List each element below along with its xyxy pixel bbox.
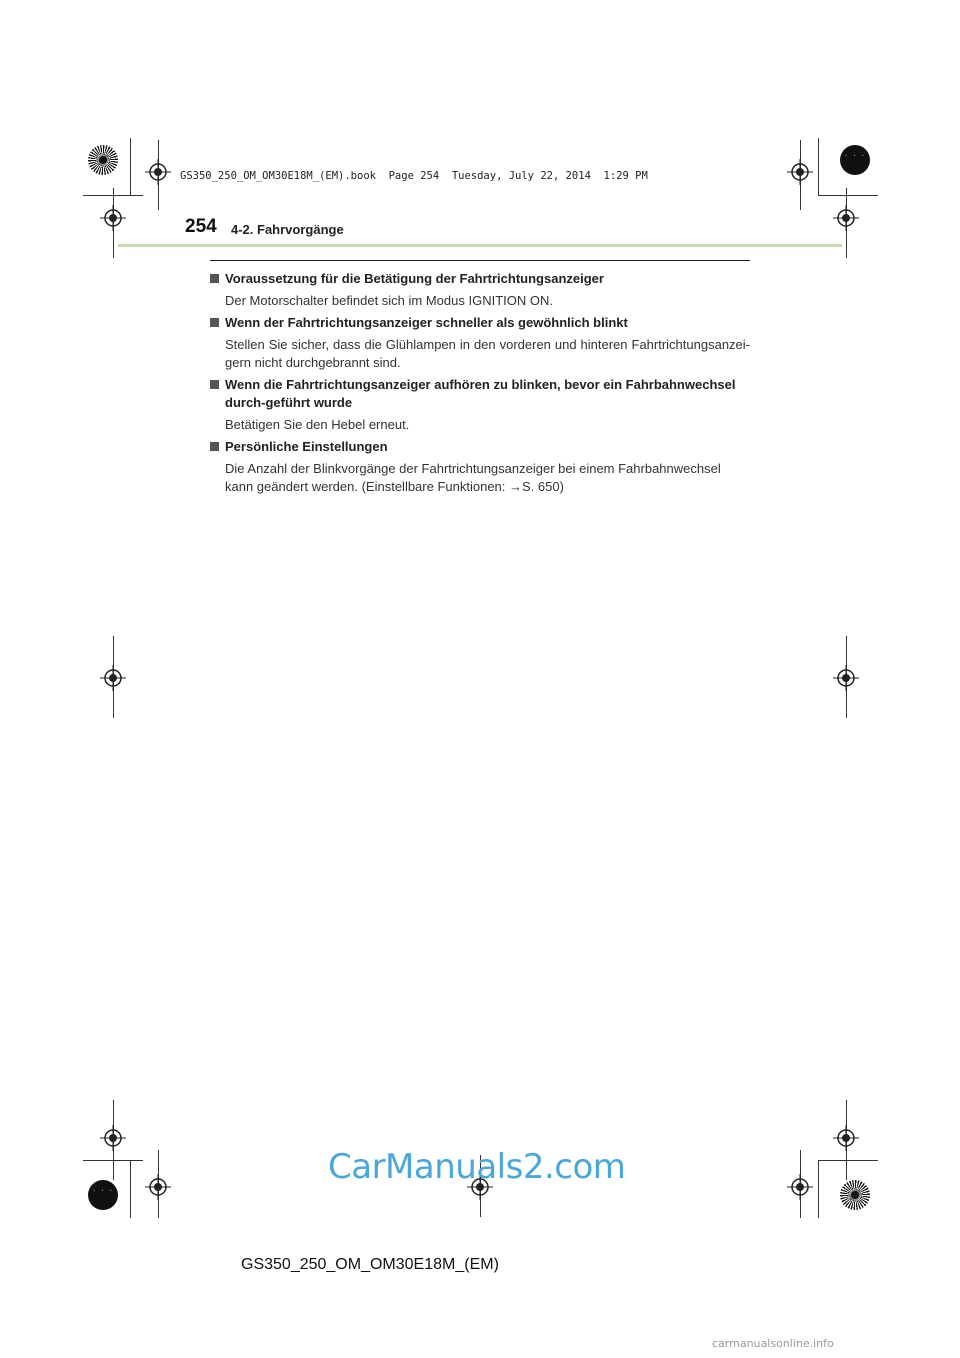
item-body: Der Motorschalter befindet sich im Modus IGNITION ON. (225, 293, 553, 308)
registration-mark-icon (833, 205, 859, 231)
watermark: CarManuals2.com (328, 1147, 626, 1187)
registration-mark-icon (100, 1125, 126, 1151)
list-item (210, 376, 750, 434)
page-number: 254 (185, 216, 217, 237)
registration-mark-icon (787, 159, 813, 185)
square-bullet-icon (210, 274, 219, 283)
book-stamp: GS350_250_OM_OM30E18M_(EM).book Page 254 Tuesday, July 22, 2014 1:29 PM (180, 170, 648, 182)
registration-mark-icon (100, 665, 126, 691)
square-bullet-icon (210, 442, 219, 451)
star-target-icon (840, 145, 870, 175)
item-body: Stellen Sie sicher, dass die Glühlampen in den vorderen und hinteren Fahrtrichtungsanzei-gern nicht durchgebrannt sind. (225, 337, 750, 370)
item-title: Persönliche Einstellungen (225, 439, 388, 454)
item-body: Betätigen Sie den Hebel erneut. (225, 417, 410, 432)
site-mark: carmanualsonline.info (712, 1337, 834, 1350)
registration-mark-icon (100, 205, 126, 231)
header-divider (118, 244, 842, 247)
star-target-icon (88, 145, 118, 175)
registration-mark-icon (145, 159, 171, 185)
list-item (210, 314, 750, 372)
item-title: Voraussetzung für die Betätigung der Fahrtrichtungsanzeiger (225, 271, 604, 286)
star-target-icon (840, 1180, 870, 1210)
item-body: Die Anzahl der Blinkvorgänge der Fahrtrichtungsanzeiger bei einem Fahrbahnwechsel kann geändert werden. (Einstellbare Funktionen: →S. 650) (225, 461, 721, 494)
star-target-icon (88, 1180, 118, 1210)
item-title: Wenn der Fahrtrichtungsanzeiger schneller als gewöhnlich blinkt (225, 315, 628, 330)
list-item (210, 270, 750, 310)
registration-mark-icon (145, 1174, 171, 1200)
registration-mark-icon (833, 665, 859, 691)
item-title: Wenn die Fahrtrichtungsanzeiger aufhören zu blinken, bevor ein Fahrbahnwechsel durch-geführt wurde (225, 377, 736, 410)
content-list (210, 270, 750, 500)
list-item (210, 438, 750, 496)
content-rule (210, 260, 750, 261)
square-bullet-icon (210, 380, 219, 389)
square-bullet-icon (210, 318, 219, 327)
footer-code: GS350_250_OM_OM30E18M_(EM) (241, 1256, 499, 1273)
registration-mark-icon (833, 1125, 859, 1151)
section-title: 4-2. Fahrvorgänge (231, 222, 344, 237)
registration-mark-icon (787, 1174, 813, 1200)
